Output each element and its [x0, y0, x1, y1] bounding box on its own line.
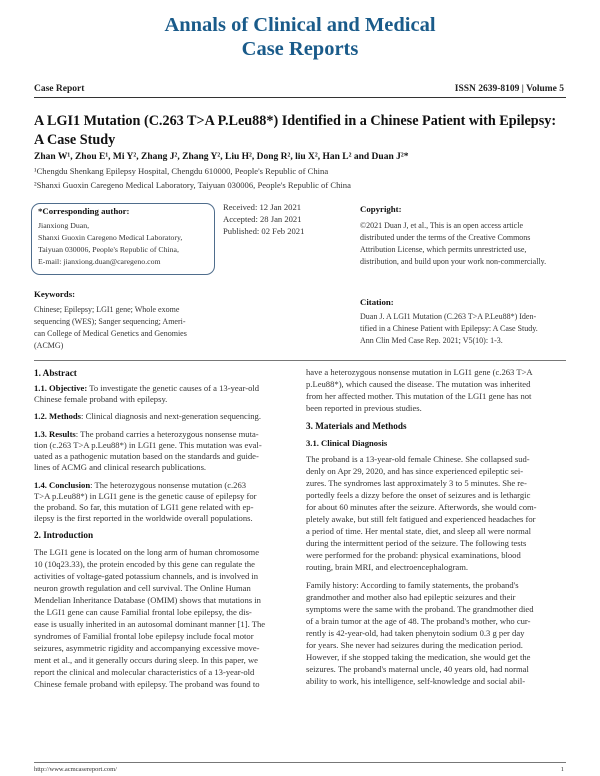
introduction-line: activities of voltage-gated potassium channels, and is involved in	[34, 571, 259, 581]
corresponding-author-line: Taiyuan 030006, People's Republic of China,	[38, 245, 179, 254]
journal-title	[0, 13, 600, 61]
footer-url[interactable]: http://www.acmcasereport.com/	[34, 766, 117, 773]
continued-line: p.Leu88*), which caused the disease. The mutation was inherited	[306, 379, 531, 389]
introduction-line: the LGI1 gene can cause Familial frontal lobe epilepsy, the dis-	[34, 607, 252, 617]
clinical-diagnosis-heading: 3.1. Clinical Diagnosis	[306, 438, 388, 448]
family-line: grandmother and mother also had epileptic seizures and their	[306, 592, 516, 602]
header-divider	[34, 97, 566, 98]
clinical-line: pletely awake, but still felt fatigued and experienced headaches for	[306, 514, 536, 524]
continued-line: have a heterozygous nonsense mutation in LGI1 gene (c.263 T>A	[306, 367, 533, 377]
clinical-line: during the intermittent period of the seizure. The following tests	[306, 538, 527, 548]
abstract-methods	[34, 411, 296, 422]
methods-text: : Clinical diagnosis and next-generation sequencing.	[81, 411, 261, 421]
keywords-line: can College of Medical Genetics and Genomies	[34, 329, 187, 338]
journal-title-line2: Case Reports	[241, 38, 359, 60]
introduction-line: neuron growth regulation and cell survival. The Online Human	[34, 583, 251, 593]
published-date: Published: 02 Feb 2021	[223, 226, 305, 236]
introduction-line: Chinese female proband with epilepsy. The proband was found to	[34, 679, 260, 689]
article-title-line1: A LGI1 Mutation (C.263 T>A P.Leu88*) Identified in a Chinese Patient with Epilepsy:	[34, 113, 557, 129]
abstract-conclusion-line: ilepsy is the first reported in the worldwide overall populations.	[34, 513, 253, 523]
clinical-line: were performed for the proband: physical examinations, blood	[306, 550, 521, 560]
keywords-line: sequencing (WES); Sanger sequencing; Ameri-	[34, 317, 186, 326]
footer-divider	[34, 762, 566, 763]
article-type: Case Report	[34, 84, 85, 94]
family-line: for years. She never had seizures during the medication period.	[306, 640, 523, 650]
conclusion-label: 1.4. Conclusion	[34, 480, 91, 490]
keywords-label: Keywords:	[34, 289, 76, 299]
introduction-line: Mendelian Inheritance Database (OMIM) shows that mutations in	[34, 595, 261, 605]
abstract-results-line: uated as a pathogenic mutation based on the standards and guide-	[34, 451, 259, 461]
abstract-results-line: lines of ACMG and clinical research publications.	[34, 462, 207, 472]
clinical-line: for about 60 minutes after the seizure. Afterwords, she would com-	[306, 502, 537, 512]
page-number: 1	[560, 766, 564, 773]
issn-volume: ISSN 2639-8109 | Volume 5	[454, 84, 564, 94]
clinical-line: routing, brain MRI, and electroencephalogram.	[306, 562, 469, 572]
article-title	[34, 112, 574, 150]
clinical-line: denly on Apr 29, 2020, and has since experienced epileptic sei-	[306, 466, 524, 476]
introduction-heading: 2. Introduction	[34, 530, 94, 540]
introduction-line: syndromes of Familial frontal lobe epilepsy include focal motor	[34, 631, 254, 641]
article-title-line2: A Case Study	[34, 132, 116, 148]
keywords-line: (ACMG)	[34, 341, 64, 350]
body-divider	[34, 360, 566, 361]
copyright-line: Attribution License, which permits unrestricted use,	[360, 245, 527, 254]
clinical-line: zures. The syndromes last approximately 3 to 5 minutes. She re-	[306, 478, 527, 488]
introduction-line: ease is usually inherited in an autosomal dominant manner [1]. The	[34, 619, 266, 629]
introduction-line: ment et al., and it generally occurs during sleep. In this paper, we	[34, 655, 258, 665]
introduction-line: The LGI1 gene is located on the long arm of human chromosome	[34, 547, 260, 557]
copyright-line: ©2021 Duan J, et al., This is an open access article	[360, 221, 523, 230]
abstract-results-line: tion (c.263 T>A p.Leu88*) in LGI1 gene. This mutation was eval-	[34, 440, 262, 450]
objective-text: To investigate the genetic causes of a 13-year-old	[87, 383, 260, 393]
methods-heading: 3. Materials and Methods	[306, 421, 407, 431]
affiliation-2: ²Shanxi Guoxin Caregeno Medical Laboratory, Taiyuan 030006, People's Republic of China	[34, 180, 351, 190]
introduction-line: seizures, asymmetric rigidity and accompanying excessive move-	[34, 643, 260, 653]
conclusion-text: : The heterozygous nonsense mutation (c.263	[90, 480, 247, 490]
family-line: Family history: According to family statements, the proband's	[306, 580, 519, 590]
citation-label: Citation:	[360, 297, 394, 307]
keywords-line: Chinese; Epilepsy; LGI1 gene; Whole exome	[34, 305, 180, 314]
copyright-line: distribution, and build upon your work non-commercially.	[360, 257, 547, 266]
abstract-conclusion	[34, 480, 296, 491]
abstract-objective	[34, 383, 296, 394]
abstract-objective-line: Chinese female proband with epilepsy.	[34, 394, 168, 404]
abstract-conclusion-line: T>A p.Leu88*) in LGI1 gene is the genetic cause of epilepsy for	[34, 491, 257, 501]
continued-line: been reported in previous studies.	[306, 403, 422, 413]
family-line: However, if she stopped taking the medication, she would get the	[306, 652, 531, 662]
citation-line: Duan J. A LGI1 Mutation (C.263 T>A P.Leu88*) Iden-	[360, 312, 537, 321]
family-line: symptoms were the same with the proband. The grandmother died	[306, 604, 534, 614]
family-line: rently is 42-year-old, had taken phenytoin sodium 0.3 g per day	[306, 628, 525, 638]
family-line: seizures. The proband's maternal uncle, 40 years old, had normal	[306, 664, 529, 674]
results-label: 1.3. Results	[34, 429, 76, 439]
abstract-conclusion-line: the proband. So far, this mutation of LGI1 gene related with ep-	[34, 502, 254, 512]
copyright-label: Copyright:	[360, 204, 402, 214]
introduction-line: 10 (10q23.33), the protein encoded by this gene can regulate the	[34, 559, 255, 569]
author-list: Zhan W¹, Zhou E¹, Mi Y², Zhang J², Zhang Y², Liu H², Dong R², liu X², Han L² and Duan J²*	[34, 152, 409, 162]
results-text: : The proband carries a heterozygous nonsense muta-	[75, 429, 259, 439]
methods-label: 1.2. Methods	[34, 411, 82, 421]
objective-label: 1.1. Objective:	[34, 383, 88, 393]
clinical-line: portedly feels a dizzy before the onset of seizures and is lethargic	[306, 490, 531, 500]
family-line: of a brain tumor at the age of 48. The proband's mother, who cur-	[306, 616, 531, 626]
family-line: ability to work, his intelligence, self-knowledge and social abil-	[306, 676, 526, 686]
journal-title-line1: Annals of Clinical and Medical	[164, 14, 436, 36]
clinical-line: The proband is a 13-year-old female Chinese. She collapsed sud-	[306, 454, 530, 464]
citation-line: tified in a Chinese Patient with Epilepsy: A Case Study.	[360, 324, 538, 333]
introduction-line: report the clinical and molecular characteristics of a 13-year-old	[34, 667, 255, 677]
continued-line: from her affected mother. This mutation of the LGI1 gene has not	[306, 391, 532, 401]
corresponding-author-label: *Corresponding author:	[38, 206, 130, 216]
accepted-date: Accepted: 28 Jan 2021	[223, 214, 302, 224]
affiliation-1: ¹Chengdu Shenkang Epilepsy Hospital, Chengdu 610000, People's Republic of China	[34, 166, 329, 176]
received-date: Received: 12 Jan 2021	[223, 202, 302, 212]
abstract-heading: 1. Abstract	[34, 368, 77, 378]
citation-line: Ann Clin Med Case Rep. 2021; V5(10): 1-3.	[360, 336, 503, 345]
abstract-results	[34, 429, 296, 440]
corresponding-author-line: Shanxi Guoxin Caregeno Medical Laboratory,	[38, 233, 183, 242]
copyright-line: distributed under the terms of the Creative Commons	[360, 233, 531, 242]
corresponding-author-email[interactable]: E-mail: jianxiong.duan@caregeno.com	[38, 257, 161, 266]
corresponding-author-line: Jianxiong Duan,	[38, 221, 90, 230]
clinical-line: a period of time. Her mental state, diet, and sleep all were normal	[306, 526, 532, 536]
